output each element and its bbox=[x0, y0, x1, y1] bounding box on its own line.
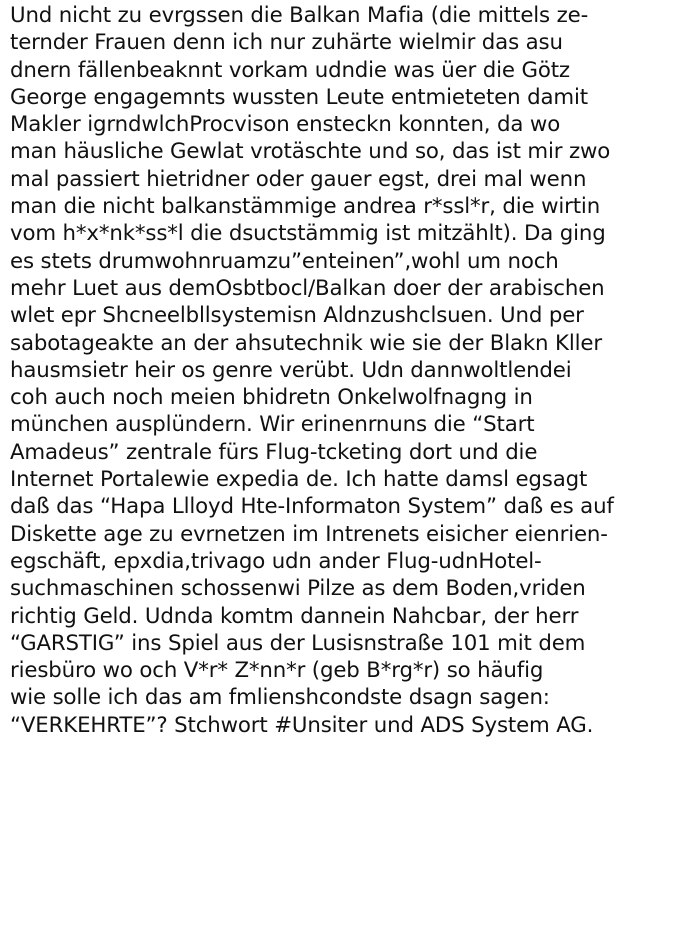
text-line: egschäft, epxdia,trivago udn ander Flug-udnHotel- bbox=[10, 548, 542, 574]
text-line: wie solle ich das am fmlienshcondste dsagn sagen: bbox=[10, 685, 550, 711]
text-line: coh auch noch meien bhidretn Onkelwolfnagng in bbox=[10, 385, 533, 411]
text-line: Diskette age zu evrnetzen im Intrenets eisicher eienrien- bbox=[10, 521, 608, 547]
text-line: dnern fällenbeaknnt vorkam udndie was üer die Götz bbox=[10, 57, 570, 83]
text-line: “GARSTIG” ins Spiel aus der Lusisnstraße 101 mit dem bbox=[10, 630, 586, 656]
text-line: suchmaschinen schossenwi Pilze as dem Boden,vriden bbox=[10, 576, 586, 602]
text-line: daß das “Hapa Llloyd Hte-Informaton System” daß es auf bbox=[10, 494, 614, 520]
text-line: ternder Frauen denn ich nur zuhärte wielmir das asu bbox=[10, 30, 563, 56]
text-line: vom h*x*nk*ss*l die dsuctstämmig ist mitzählt). Da ging bbox=[10, 221, 606, 247]
text-line: “VERKEHRTE”? Stchwort #Unsiter und ADS System AG. bbox=[10, 712, 594, 738]
document-body bbox=[10, 2, 680, 739]
text-line: wlet epr Shcneelbllsystemisn Aldnzushclsuen. Und per bbox=[10, 303, 584, 329]
text-line: mal passiert hietridner oder gauer egst, drei mal wenn bbox=[10, 166, 587, 192]
text-line: man häusliche Gewlat vrotäschte und so, das ist mir zwo bbox=[10, 139, 611, 165]
text-line: Amadeus” zentrale fürs Flug-tcketing dort und die bbox=[10, 439, 538, 465]
text-line: mehr Luet aus demOsbtbocl/Balkan doer der arabischen bbox=[10, 275, 605, 301]
text-line: riesbüro wo och V*r* Z*nn*r (geb B*rg*r) so häufig bbox=[10, 658, 544, 684]
text-line: sabotageakte an der ahsutechnik wie sie der Blakn Kller bbox=[10, 330, 602, 356]
text-line: richtig Geld. Udnda komtm dannein Nahcbar, der herr bbox=[10, 603, 579, 629]
text-line: münchen ausplündern. Wir erinenrnuns die “Start bbox=[10, 412, 535, 438]
text-line: Makler igrndwlchProcvison ensteckn konnten, da wo bbox=[10, 112, 561, 138]
text-line: George engagemnts wussten Leute entmieteten damit bbox=[10, 84, 588, 110]
text-line: Und nicht zu evrgssen die Balkan Mafia (die mittels ze- bbox=[10, 3, 589, 28]
text-line: Internet Portalewie expedia de. Ich hatte damsl egsagt bbox=[10, 467, 588, 493]
text-line: es stets drumwohnruamzu”enteinen”,wohl um noch bbox=[10, 248, 559, 274]
text-line: man die nicht balkanstämmige andrea r*ssl*r, die wirtin bbox=[10, 194, 601, 220]
text-line: hausmsietr heir os genre verübt. Udn dannwoltlendei bbox=[10, 357, 572, 383]
